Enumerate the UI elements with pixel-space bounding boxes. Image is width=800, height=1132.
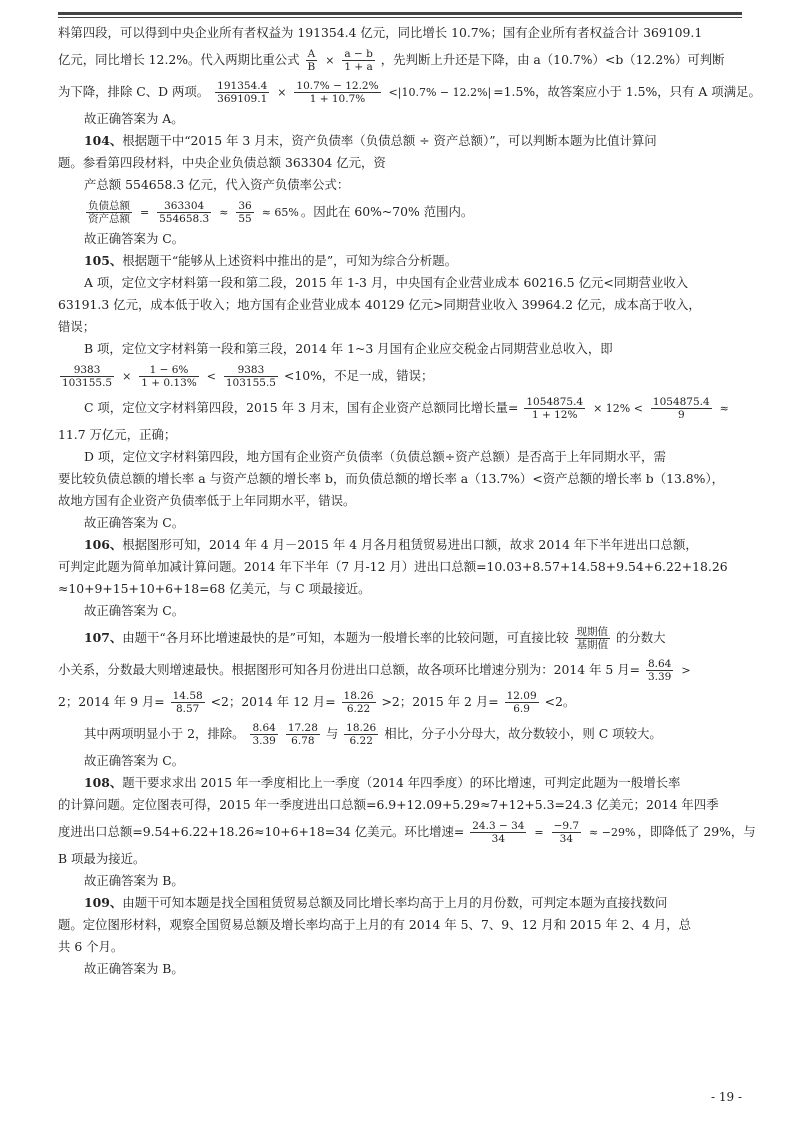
formula-fraction: $\frac{17.28}{6.78}$ <box>287 722 318 747</box>
formula-fraction: $\frac{10.7\% - 12.2\%}{1 + 10.7\%}$ <box>296 80 379 105</box>
formula-fraction: $\frac{363304}{554658.3}$ <box>159 200 210 225</box>
formula-fraction: $\frac{\text{现期值}}{\text{基期值}}$ <box>576 626 609 651</box>
answer-line: 故正确答案为 C。 <box>84 753 185 768</box>
text-line: 为下降，排除 C、D 两项。 $\frac{191354.4}{369109.1}$ × $\frac{10.7\% - 12.2\%}{1 + 10.7\%}$ <|10.7% − 12.2%| =1.5%，故答案应小于 1.5%，只有 A 项满足。 <box>58 80 761 105</box>
question-104: 104、根据题干中“2015 年 3 月末，资产负债率（负债总额 ÷ 资产总额）”，可以判断本题为比值计算问 <box>84 133 657 148</box>
formula-fraction: $\frac{1054875.4}{1 + 12\%}$ <box>526 396 584 421</box>
formula-fraction: $\frac{1054875.4}{9}$ <box>652 396 710 421</box>
text-line: 故地方国有企业资产负债率低于上年同期水平，错误。 <box>58 493 356 508</box>
text-line: 其中两项明显小于 2，排除。 $\frac{8.64}{3.39}$ $\frac{17.28}{6.78}$ 与 $\frac{18.26}{6.22}$ 相比，分子小分母大，故分数较小，则 C 项较大。 <box>84 722 662 747</box>
text-line: 的计算问题。定位图表可得，2015 年一季度进出口总额=6.9+12.09+5.29≈7+12+5.3=24.3 亿美元；2014 年四季 <box>58 797 719 812</box>
formula-fraction: $\frac{12.09}{6.9}$ <box>506 690 537 715</box>
formula-fraction: $\frac{8.64}{3.39}$ <box>647 658 672 683</box>
text-line: A 项，定位文字材料第一段和第二段，2015 年 1-3 月，中央国有企业营业成本 60216.5 亿元<同期营业收入 <box>84 275 689 290</box>
text-line: 度进出口总额=9.54+6.22+18.26≈10+6+18=34 亿美元。环比增速= $\frac{24.3 - 34}{34}$ = $\frac{-9.7}{34}$ ≈ −29% ，即降低了 29%，与 <box>58 820 756 845</box>
formula-line: $\frac{\text{负债总额}}{\text{资产总额}}$ = $\frac{363304}{554658.3}$ ≈ $\frac{36}{55}$ ≈ 65% 。因此在 60%~70% 范围内。 <box>88 200 474 225</box>
text-line: 共 6 个月。 <box>58 939 124 954</box>
question-105: 105、根据题干“能够从上述资料中推出的是”，可知为综合分析题。 <box>84 253 458 268</box>
text-line: B 项，定位文字材料第一段和第三段，2014 年 1~3 月国有企业应交税金占同期营业总收入，即 <box>84 341 613 356</box>
formula-fraction: $\frac{-9.7}{34}$ <box>553 820 580 845</box>
top-rule-thick <box>58 12 742 15</box>
text-line: D 项，定位文字材料第四段，地方国有企业资产负债率（负债总额÷资产总额）是否高于上年同期水平，需 <box>84 449 666 464</box>
formula-fraction: $\frac{191354.4}{369109.1}$ <box>217 80 268 105</box>
text-line: 亿元，同比增长 12.2%。代入两期比重公式 $\frac{A}{B}$ × $\frac{a - b}{1 + a}$ ，先判断上升还是下降，由 a（10.7%）<b（12.2%）可判断 <box>58 48 725 73</box>
text-line: 要比较负债总额的增长率 a 与资产总额的增长率 b，而负债总额的增长率 a（13.7%）<资产总额的增长率 b（13.8%）， <box>58 471 725 486</box>
formula-line: $\frac{9383}{103155.5}$ × $\frac{1 - 6\%}{1 + 0.13\%}$ < $\frac{9383}{103155.5}$ <10%，不足一成，错误； <box>62 364 434 389</box>
question-109: 109、由题干可知本题是找全国租赁贸易总额及同比增长率均高于上月的月份数，可判定本题为直接找数问 <box>84 895 668 910</box>
formula-fraction: $\frac{14.58}{8.57}$ <box>172 690 203 715</box>
answer-line: 故正确答案为 C。 <box>84 515 185 530</box>
text-line: 题。参看第四段材料，中央企业负债总额 363304 亿元，资 <box>58 155 386 170</box>
formula-fraction: $\frac{\text{负债总额}}{\text{资产总额}}$ <box>88 200 130 225</box>
formula-fraction: $\frac{9383}{103155.5}$ <box>225 364 276 389</box>
text-line: 错误； <box>58 319 96 334</box>
answer-line: 故正确答案为 A。 <box>84 111 184 126</box>
formula-fraction: $\frac{9383}{103155.5}$ <box>62 364 113 389</box>
formula-fraction: $\frac{1 - 6\%}{1 + 0.13\%}$ <box>141 364 197 389</box>
question-107: 107、由题干“各月环比增速最快的是”可知，本题为一般增长率的比较问题，可直接比较 $\frac{\text{现期值}}{\text{基期值}}$ 的分数大 <box>84 626 666 651</box>
formula-fraction: $\frac{8.64}{3.39}$ <box>252 722 276 747</box>
text-line: 可判定此题为简单加减计算问题。2014 年下半年（7 月-12 月）进出口总额=10.03+8.57+14.58+9.54+6.22+18.26 <box>58 559 728 574</box>
formula-fraction: $\frac{36}{55}$ <box>238 200 252 225</box>
answer-line: 故正确答案为 C。 <box>84 603 185 618</box>
formula-fraction: $\frac{A}{B}$ <box>307 48 316 73</box>
text-line: ≈10+9+15+10+6+18=68 亿美元，与 C 项最接近。 <box>58 581 371 596</box>
text-line: C 项，定位文字材料第四段，2015 年 3 月末，国有企业资产总额同比增长量= $\frac{1054875.4}{1 + 12\%}$ × 12% < $\frac{1054875.4}{9}$ ≈ <box>84 396 729 421</box>
text-line: 题。定位图形材料，观察全国贸易总额及增长率均高于上月的有 2014 年 5、7、9、12 月和 2015 年 2、4 月，总 <box>58 917 691 932</box>
text-line: 小关系，分数最大则增速最快。根据图形可知各月份进出口总额，故各项环比增速分别为：2014 年 5 月= $\frac{8.64}{3.39}$ > <box>58 658 691 683</box>
formula-fraction: $\frac{18.26}{6.22}$ <box>346 722 377 747</box>
text-line: 2；2014 年 9 月= $\frac{14.58}{8.57}$ <2；2014 年 12 月= $\frac{18.26}{6.22}$ >2；2015 年 2 月= $\frac{12.09}{6.9}$ <2。 <box>58 690 576 715</box>
formula-fraction: $\frac{18.26}{6.22}$ <box>343 690 374 715</box>
answer-line: 故正确答案为 C。 <box>84 231 185 246</box>
question-106: 106、根据图形可知，2014 年 4 月－2015 年 4 月各月租赁贸易进出口额，故求 2014 年下半年进出口总额， <box>84 537 698 552</box>
text-line: B 项最为接近。 <box>58 851 146 866</box>
text-line: 11.7 万亿元，正确； <box>58 427 177 442</box>
text-line: 产总额 554658.3 亿元，代入资产负债率公式： <box>84 177 350 192</box>
page-number: - 19 - <box>710 1090 742 1104</box>
text-line: 料第四段，可以得到中央企业所有者权益为 191354.4 亿元，同比增长 10.7%；国有企业所有者权益合计 369109.1 <box>58 25 703 40</box>
formula-fraction: $\frac{24.3 - 34}{34}$ <box>472 820 525 845</box>
answer-line: 故正确答案为 B。 <box>84 961 184 976</box>
answer-line: 故正确答案为 B。 <box>84 873 184 888</box>
text-line: 63191.3 亿元，成本低于收入；地方国有企业营业成本 40129 亿元>同期营业收入 39964.2 亿元，成本高于收入， <box>58 297 701 312</box>
question-108: 108、题干要求求出 2015 年一季度相比上一季度（2014 年四季度）的环比增速，可判定此题为一般增长率 <box>84 775 681 790</box>
formula-fraction: $\frac{a - b}{1 + a}$ <box>344 48 373 73</box>
document-body <box>58 22 761 980</box>
top-rule-thin <box>58 17 742 18</box>
